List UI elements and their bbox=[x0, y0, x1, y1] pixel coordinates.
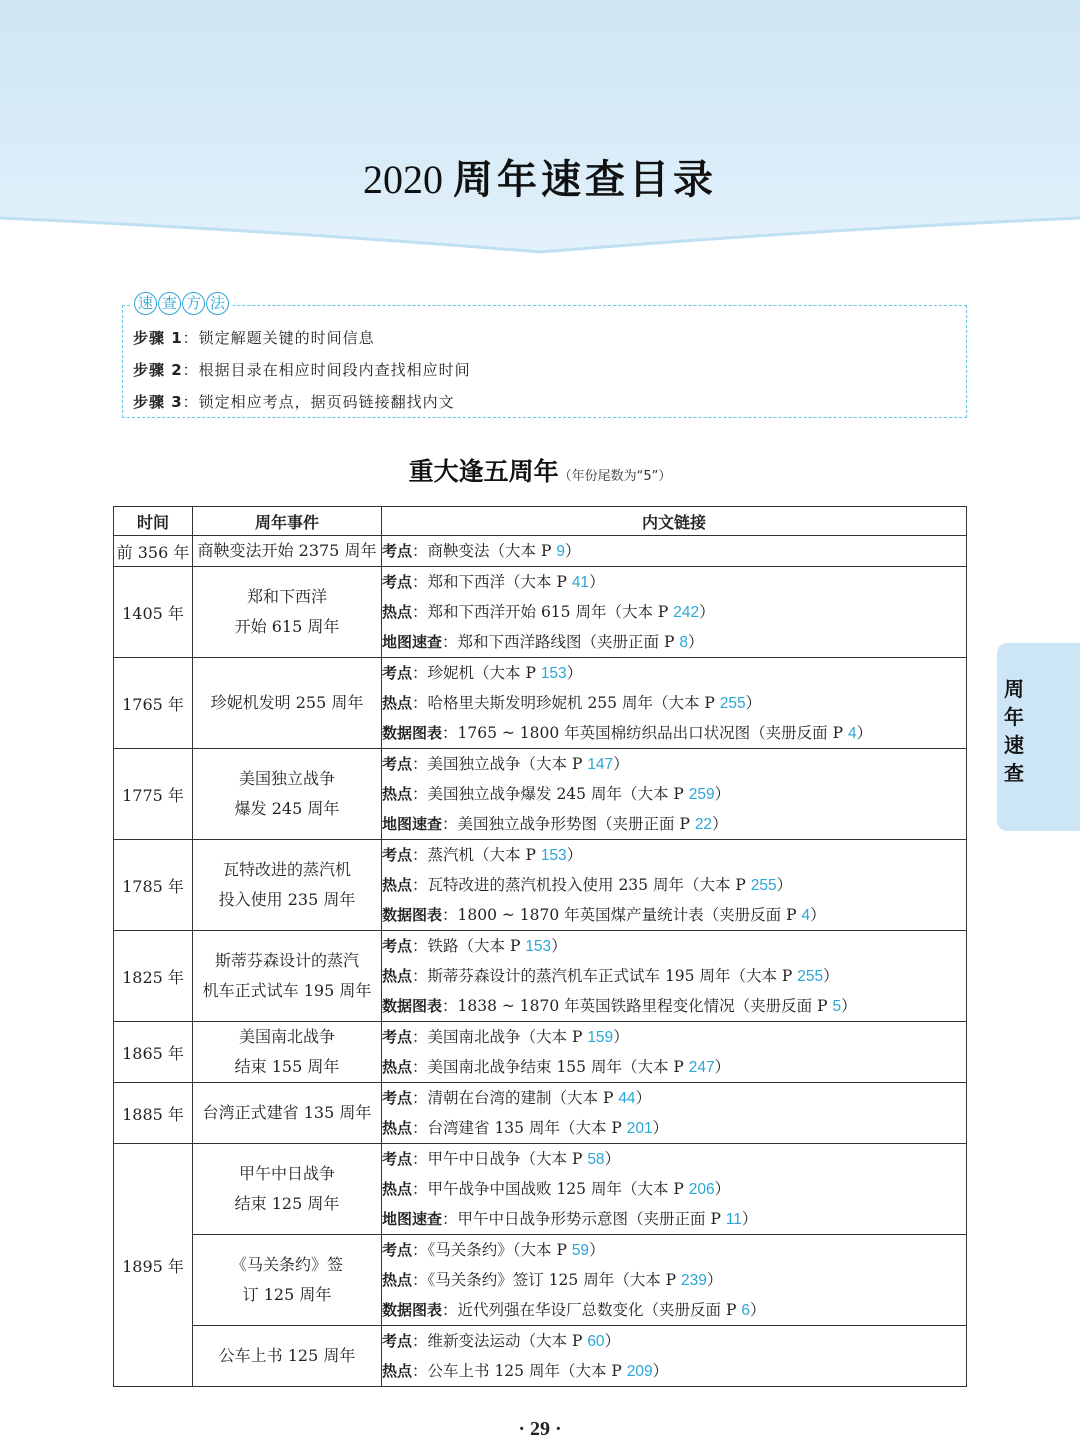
link-label: 数据图表 bbox=[382, 724, 443, 742]
method-step bbox=[133, 359, 471, 380]
cell-event bbox=[193, 840, 382, 931]
side-tab[interactable] bbox=[997, 643, 1080, 831]
table-header-row bbox=[114, 507, 967, 536]
event-line: 结束 155 周年 bbox=[234, 1057, 340, 1076]
link-entry[interactable] bbox=[382, 1265, 966, 1295]
link-entry[interactable] bbox=[382, 749, 966, 779]
page-link[interactable]: 239 bbox=[681, 1272, 707, 1289]
cell-links bbox=[382, 1144, 967, 1235]
page-link[interactable]: 247 bbox=[688, 1059, 715, 1076]
link-label: 数据图表 bbox=[382, 906, 443, 924]
page-link[interactable]: 259 bbox=[688, 786, 715, 803]
cell-event bbox=[193, 567, 382, 658]
close-paren: ） bbox=[776, 876, 793, 894]
link-text: ：美国独立战争（大本 P bbox=[412, 755, 588, 773]
close-paren: ） bbox=[566, 846, 583, 864]
event-line: 美国南北战争 bbox=[238, 1027, 335, 1046]
cell-time: 1405 年 bbox=[114, 567, 193, 658]
link-label: 考点 bbox=[382, 1150, 413, 1168]
method-step-text: ：锁定相应考点，据页码链接翻找内文 bbox=[182, 393, 455, 411]
close-paren: ） bbox=[589, 1241, 605, 1259]
cell-links bbox=[382, 1326, 967, 1387]
page-link[interactable]: 209 bbox=[626, 1363, 653, 1380]
event-line: 美国独立战争 bbox=[238, 769, 335, 788]
link-label: 考点 bbox=[382, 937, 413, 955]
link-label: 热点 bbox=[382, 1180, 413, 1198]
table-row bbox=[114, 567, 967, 658]
method-step bbox=[133, 391, 455, 412]
link-text: ：1838 ~ 1870 年英国铁路里程变化情况（夹册反面 P bbox=[442, 997, 833, 1015]
event-line: 结束 125 周年 bbox=[234, 1194, 340, 1213]
link-text: ：《马关条约》（大本 P bbox=[412, 1241, 572, 1259]
table-body bbox=[114, 536, 967, 1387]
cell-event bbox=[193, 1083, 382, 1144]
link-entry[interactable] bbox=[382, 1235, 966, 1265]
close-paren: ） bbox=[810, 906, 826, 924]
close-paren: ） bbox=[604, 1150, 621, 1168]
close-paren: ） bbox=[589, 573, 605, 591]
column-header-time: 时间 bbox=[114, 507, 193, 536]
link-label: 数据图表 bbox=[382, 997, 443, 1015]
page-link[interactable]: 11 bbox=[725, 1211, 742, 1228]
method-step bbox=[133, 327, 375, 348]
link-label: 考点 bbox=[382, 1028, 413, 1046]
table-row bbox=[114, 536, 967, 567]
cell-time: 前 356 年 bbox=[114, 536, 193, 567]
side-tab-char: 年 bbox=[1004, 705, 1024, 729]
event-line: 爆发 245 周年 bbox=[234, 799, 340, 818]
link-entry[interactable] bbox=[382, 1356, 966, 1386]
link-entry[interactable] bbox=[382, 809, 966, 839]
close-paren: ） bbox=[706, 1271, 723, 1289]
link-text: ：甲午中日战争（大本 P bbox=[412, 1150, 588, 1168]
event-line: 机车正式试车 195 周年 bbox=[202, 981, 372, 1000]
link-label: 热点 bbox=[382, 876, 413, 894]
close-paren: ） bbox=[613, 755, 629, 773]
cell-links bbox=[382, 1235, 967, 1326]
page-link[interactable]: 153 bbox=[540, 847, 567, 864]
table-row bbox=[114, 1083, 967, 1144]
close-paren: ） bbox=[564, 542, 581, 560]
link-entry[interactable] bbox=[382, 1022, 966, 1052]
method-step-label: 步骤 1 bbox=[133, 329, 183, 347]
link-label: 数据图表 bbox=[382, 1301, 443, 1319]
table-row bbox=[114, 749, 967, 840]
link-entry[interactable] bbox=[382, 627, 966, 657]
page-link[interactable]: 60 bbox=[587, 1333, 605, 1350]
link-text: ：郑和下西洋开始 615 周年（大本 P bbox=[412, 603, 674, 621]
page-link[interactable]: 206 bbox=[688, 1181, 715, 1198]
table-row bbox=[114, 1326, 967, 1387]
page-link[interactable]: 9 bbox=[556, 543, 565, 560]
table-row bbox=[114, 1144, 967, 1235]
link-label: 热点 bbox=[382, 1119, 413, 1137]
page-link[interactable]: 4 bbox=[801, 907, 811, 924]
table-row bbox=[114, 1022, 967, 1083]
close-paren: ） bbox=[687, 633, 704, 651]
link-text: ：公车上书 125 周年（大本 P bbox=[412, 1362, 627, 1380]
page-link[interactable]: 59 bbox=[571, 1242, 590, 1259]
page-link[interactable]: 159 bbox=[587, 1029, 614, 1046]
link-text: ：1765 ~ 1800 年英国棉纺织品出口状况图（夹册反面 P bbox=[442, 724, 848, 742]
link-label: 地图速查 bbox=[382, 1210, 443, 1228]
link-label: 热点 bbox=[382, 1271, 413, 1289]
link-text: ：美国独立战争形势图（夹册正面 P bbox=[442, 815, 695, 833]
cell-event bbox=[193, 536, 382, 567]
close-paren: ） bbox=[635, 1089, 652, 1107]
cell-event bbox=[193, 658, 382, 749]
page-link[interactable]: 6 bbox=[741, 1302, 750, 1319]
page-link[interactable]: 41 bbox=[571, 574, 590, 591]
page-link[interactable]: 153 bbox=[540, 665, 567, 682]
cell-time: 1895 年 bbox=[114, 1144, 193, 1387]
link-entry[interactable] bbox=[382, 567, 966, 597]
method-label-char: 法 bbox=[206, 292, 229, 315]
cell-links bbox=[382, 536, 967, 567]
anniversary-table bbox=[113, 506, 967, 1387]
link-entry[interactable] bbox=[382, 840, 966, 870]
event-line: 斯蒂芬森设计的蒸汽 bbox=[214, 951, 359, 970]
cell-time: 1885 年 bbox=[114, 1083, 193, 1144]
close-paren: ） bbox=[714, 1180, 731, 1198]
link-label: 热点 bbox=[382, 694, 413, 712]
link-label: 热点 bbox=[382, 1362, 413, 1380]
page-link[interactable]: 22 bbox=[694, 816, 713, 833]
cell-event bbox=[193, 931, 382, 1022]
page-number: · 29 · bbox=[518, 1418, 562, 1440]
close-paren: ） bbox=[741, 1210, 758, 1228]
method-label-char: 查 bbox=[158, 292, 181, 315]
cell-links bbox=[382, 1022, 967, 1083]
link-entry[interactable] bbox=[382, 1204, 966, 1234]
link-label: 考点 bbox=[382, 573, 413, 591]
link-entry[interactable] bbox=[382, 900, 966, 930]
link-entry[interactable] bbox=[382, 1083, 966, 1113]
link-entry[interactable] bbox=[382, 1144, 966, 1174]
event-line: 瓦特改进的蒸汽机 bbox=[222, 860, 351, 879]
link-label: 热点 bbox=[382, 967, 413, 985]
link-text: ：哈格里夫斯发明珍妮机 255 周年（大本 P bbox=[412, 694, 720, 712]
page-link[interactable]: 242 bbox=[673, 604, 700, 621]
column-header-event: 周年事件 bbox=[193, 507, 382, 536]
link-entry[interactable] bbox=[382, 658, 966, 688]
close-paren: ） bbox=[652, 1362, 669, 1380]
section-title bbox=[0, 452, 1080, 488]
side-tab-char: 速 bbox=[1004, 733, 1024, 757]
event-line: 台湾正式建省 135 周年 bbox=[202, 1103, 372, 1122]
link-entry[interactable] bbox=[382, 536, 966, 566]
link-text: ：郑和下西洋路线图（夹册正面 P bbox=[442, 633, 680, 651]
event-line: 商鞅变法开始 2375 周年 bbox=[197, 541, 377, 560]
close-paren: ） bbox=[566, 664, 583, 682]
close-paren: ） bbox=[551, 937, 567, 955]
close-paren: ） bbox=[604, 1332, 621, 1350]
cell-time: 1825 年 bbox=[114, 931, 193, 1022]
method-step-label: 步骤 3 bbox=[133, 393, 183, 411]
cell-links bbox=[382, 840, 967, 931]
cell-links bbox=[382, 749, 967, 840]
close-paren: ） bbox=[749, 1301, 766, 1319]
link-text: ：近代列强在华设厂总数变化（夹册反面 P bbox=[442, 1301, 742, 1319]
link-text: ：蒸汽机（大本 P bbox=[412, 846, 541, 864]
cell-event bbox=[193, 749, 382, 840]
method-label-char: 方 bbox=[182, 292, 205, 315]
page-title-year: 2020 bbox=[363, 157, 443, 202]
link-label: 考点 bbox=[382, 1089, 413, 1107]
method-label bbox=[130, 290, 233, 318]
page-title bbox=[0, 148, 1080, 205]
side-tab-char: 查 bbox=[1004, 761, 1024, 785]
event-line: 投入使用 235 周年 bbox=[218, 890, 356, 909]
page-link[interactable]: 201 bbox=[626, 1120, 653, 1137]
event-line: 订 125 周年 bbox=[242, 1285, 332, 1304]
method-step-label: 步骤 2 bbox=[133, 361, 183, 379]
cell-time: 1765 年 bbox=[114, 658, 193, 749]
link-label: 考点 bbox=[382, 664, 413, 682]
link-text: ：珍妮机（大本 P bbox=[412, 664, 541, 682]
section-title-text: 重大逢五周年 bbox=[408, 457, 559, 486]
event-line: 甲午中日战争 bbox=[238, 1164, 335, 1183]
page-link[interactable]: 44 bbox=[618, 1090, 636, 1107]
link-entry[interactable] bbox=[382, 1295, 966, 1325]
cell-links bbox=[382, 658, 967, 749]
column-header-links: 内文链接 bbox=[382, 507, 967, 536]
link-entry[interactable] bbox=[382, 718, 966, 748]
link-entry[interactable] bbox=[382, 991, 966, 1021]
page-link[interactable]: 147 bbox=[587, 756, 614, 773]
link-label: 热点 bbox=[382, 603, 413, 621]
close-paren: ） bbox=[841, 997, 857, 1015]
close-paren: ） bbox=[652, 1119, 669, 1137]
link-text: ：瓦特改进的蒸汽机投入使用 235 周年（大本 P bbox=[412, 876, 751, 894]
page-title-text: 周年速查目录 bbox=[453, 157, 717, 203]
link-text: ：台湾建省 135 周年（大本 P bbox=[412, 1119, 627, 1137]
cell-time: 1775 年 bbox=[114, 749, 193, 840]
link-text: ：1800 ~ 1870 年英国煤产量统计表（夹册反面 P bbox=[442, 906, 802, 924]
close-paren: ） bbox=[856, 724, 873, 742]
page-link[interactable]: 58 bbox=[587, 1151, 605, 1168]
link-label: 热点 bbox=[382, 1058, 413, 1076]
page-link[interactable]: 5 bbox=[832, 998, 842, 1015]
link-text: ：清朝在台湾的建制（大本 P bbox=[412, 1089, 619, 1107]
method-step-text: ：根据目录在相应时间段内查找相应时间 bbox=[182, 361, 471, 379]
link-entry[interactable] bbox=[382, 1113, 966, 1143]
page-link[interactable]: 255 bbox=[797, 968, 824, 985]
link-entry[interactable] bbox=[382, 688, 966, 718]
link-text: ：郑和下西洋（大本 P bbox=[412, 573, 572, 591]
link-text: ：维新变法运动（大本 P bbox=[412, 1332, 588, 1350]
event-line: 开始 615 周年 bbox=[234, 617, 340, 636]
link-entry[interactable] bbox=[382, 870, 966, 900]
cell-links bbox=[382, 567, 967, 658]
table-row bbox=[114, 931, 967, 1022]
close-paren: ） bbox=[714, 785, 731, 803]
section-title-note: （年份尾数为“5”） bbox=[558, 469, 672, 484]
method-label-char: 速 bbox=[134, 292, 157, 315]
event-line: 郑和下西洋 bbox=[246, 587, 327, 606]
close-paren: ） bbox=[712, 815, 728, 833]
cell-links bbox=[382, 1083, 967, 1144]
link-text: ：《马关条约》签订 125 周年（大本 P bbox=[412, 1271, 681, 1289]
link-entry[interactable] bbox=[382, 779, 966, 809]
link-text: ：甲午中日战争形势示意图（夹册正面 P bbox=[442, 1210, 726, 1228]
header-wave bbox=[0, 200, 1080, 270]
side-tab-char: 周 bbox=[1004, 677, 1024, 701]
page-link[interactable]: 4 bbox=[847, 725, 857, 742]
link-text: ：商鞅变法（大本 P bbox=[412, 542, 557, 560]
cell-time: 1785 年 bbox=[114, 840, 193, 931]
cell-time: 1865 年 bbox=[114, 1022, 193, 1083]
link-label: 地图速查 bbox=[382, 815, 443, 833]
link-label: 考点 bbox=[382, 846, 413, 864]
cell-event bbox=[193, 1326, 382, 1387]
close-paren: ） bbox=[714, 1058, 731, 1076]
link-text: ：斯蒂芬森设计的蒸汽机车正式试车 195 周年（大本 P bbox=[412, 967, 798, 985]
page-link[interactable]: 255 bbox=[750, 877, 777, 894]
link-label: 考点 bbox=[382, 1332, 413, 1350]
link-label: 热点 bbox=[382, 785, 413, 803]
table-row bbox=[114, 658, 967, 749]
cell-event bbox=[193, 1022, 382, 1083]
page-link[interactable]: 255 bbox=[719, 695, 746, 712]
cell-links bbox=[382, 931, 967, 1022]
close-paren: ） bbox=[613, 1028, 629, 1046]
table-row bbox=[114, 1235, 967, 1326]
link-entry[interactable] bbox=[382, 1174, 966, 1204]
page-link[interactable]: 8 bbox=[679, 634, 688, 651]
link-label: 考点 bbox=[382, 755, 413, 773]
close-paren: ） bbox=[823, 967, 839, 985]
link-label: 考点 bbox=[382, 542, 413, 560]
close-paren: ） bbox=[699, 603, 715, 621]
table-row bbox=[114, 840, 967, 931]
link-text: ：甲午战争中国战败 125 周年（大本 P bbox=[412, 1180, 689, 1198]
link-entry[interactable] bbox=[382, 597, 966, 627]
link-entry[interactable] bbox=[382, 931, 966, 961]
link-entry[interactable] bbox=[382, 1052, 966, 1082]
link-text: ：美国南北战争（大本 P bbox=[412, 1028, 588, 1046]
cell-event bbox=[193, 1235, 382, 1326]
link-entry[interactable] bbox=[382, 961, 966, 991]
close-paren: ） bbox=[745, 694, 762, 712]
page-link[interactable]: 153 bbox=[525, 938, 552, 955]
event-line: 公车上书 125 周年 bbox=[218, 1346, 356, 1365]
event-line: 珍妮机发明 255 周年 bbox=[210, 693, 364, 712]
method-step-text: ：锁定解题关键的时间信息 bbox=[182, 329, 375, 347]
link-text: ：美国独立战争爆发 245 周年（大本 P bbox=[412, 785, 689, 803]
event-line: 《马关条约》签 bbox=[230, 1255, 343, 1274]
link-entry[interactable] bbox=[382, 1326, 966, 1356]
link-text: ：铁路（大本 P bbox=[412, 937, 526, 955]
link-text: ：美国南北战争结束 155 周年（大本 P bbox=[412, 1058, 689, 1076]
link-label: 考点 bbox=[382, 1241, 413, 1259]
link-label: 地图速查 bbox=[382, 633, 443, 651]
cell-event bbox=[193, 1144, 382, 1235]
